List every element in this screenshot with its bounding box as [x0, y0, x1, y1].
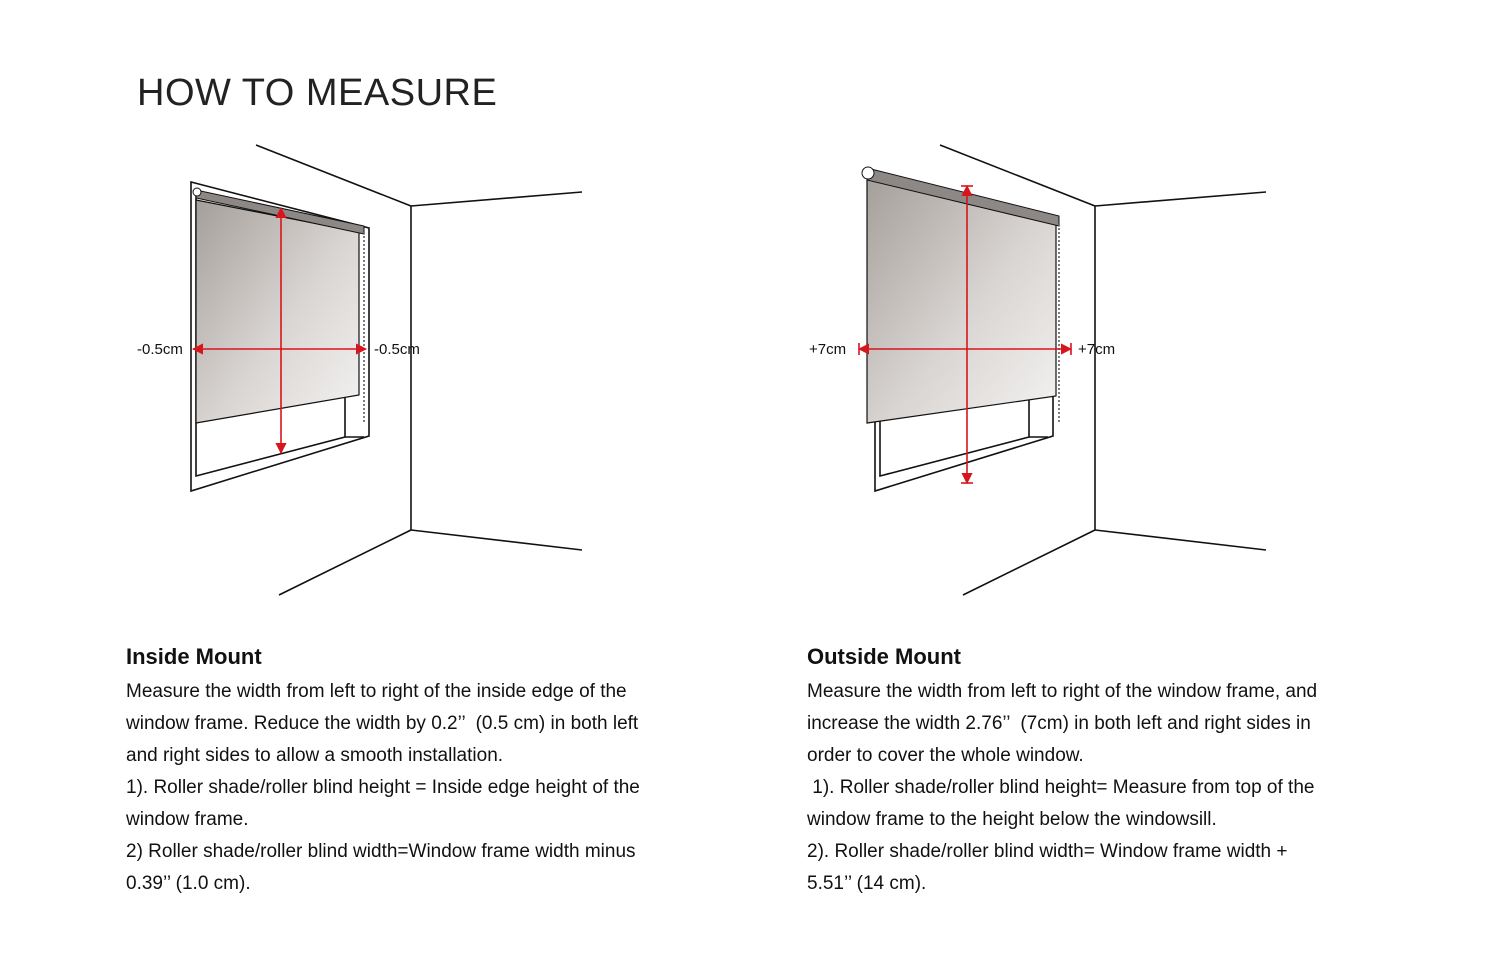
outside-mount-diagram — [700, 0, 1400, 620]
inside-line: window frame. Reduce the width by 0.2’’ (0.5 cm) in both left — [126, 713, 639, 734]
inside-mount-section — [126, 642, 686, 900]
outside-line: 1). Roller shade/roller blind height= Measure from top of the — [807, 777, 1315, 798]
outside-line: 2). Roller shade/roller blind width= Window frame width + — [807, 841, 1288, 862]
inside-line: 0.39’’ (1.0 cm). — [126, 873, 251, 894]
outside-line: Measure the width from left to right of the window frame, and — [807, 681, 1318, 702]
outside-mount-section — [807, 642, 1367, 900]
outside-right-label: +7cm — [1078, 341, 1116, 358]
outside-line: increase the width 2.76’’ (7cm) in both left and right sides in — [807, 713, 1311, 734]
inside-mount-diagram — [0, 0, 700, 620]
inside-line: and right sides to allow a smooth installation. — [126, 745, 504, 766]
outside-line: 5.51’’ (14 cm). — [807, 873, 927, 894]
inside-line: window frame. — [126, 809, 249, 830]
inside-right-label: -0.5cm — [374, 341, 420, 358]
outside-mount-heading: Outside Mount — [807, 644, 961, 669]
roller-shade — [193, 188, 364, 424]
outside-left-label: +7cm — [809, 341, 847, 358]
outside-line: window frame to the height below the windowsill. — [807, 809, 1217, 830]
outside-line: order to cover the whole window. — [807, 745, 1084, 766]
inside-mount-heading: Inside Mount — [126, 644, 262, 669]
roller-shade — [862, 167, 1059, 424]
inside-line: 2) Roller shade/roller blind width=Window frame width minus — [126, 841, 636, 862]
inside-line: 1). Roller shade/roller blind height = Inside edge height of the — [126, 777, 640, 798]
inside-left-label: -0.5cm — [137, 341, 183, 358]
inside-line: Measure the width from left to right of the inside edge of the — [126, 681, 627, 702]
page-title: HOW TO MEASURE — [137, 72, 498, 114]
